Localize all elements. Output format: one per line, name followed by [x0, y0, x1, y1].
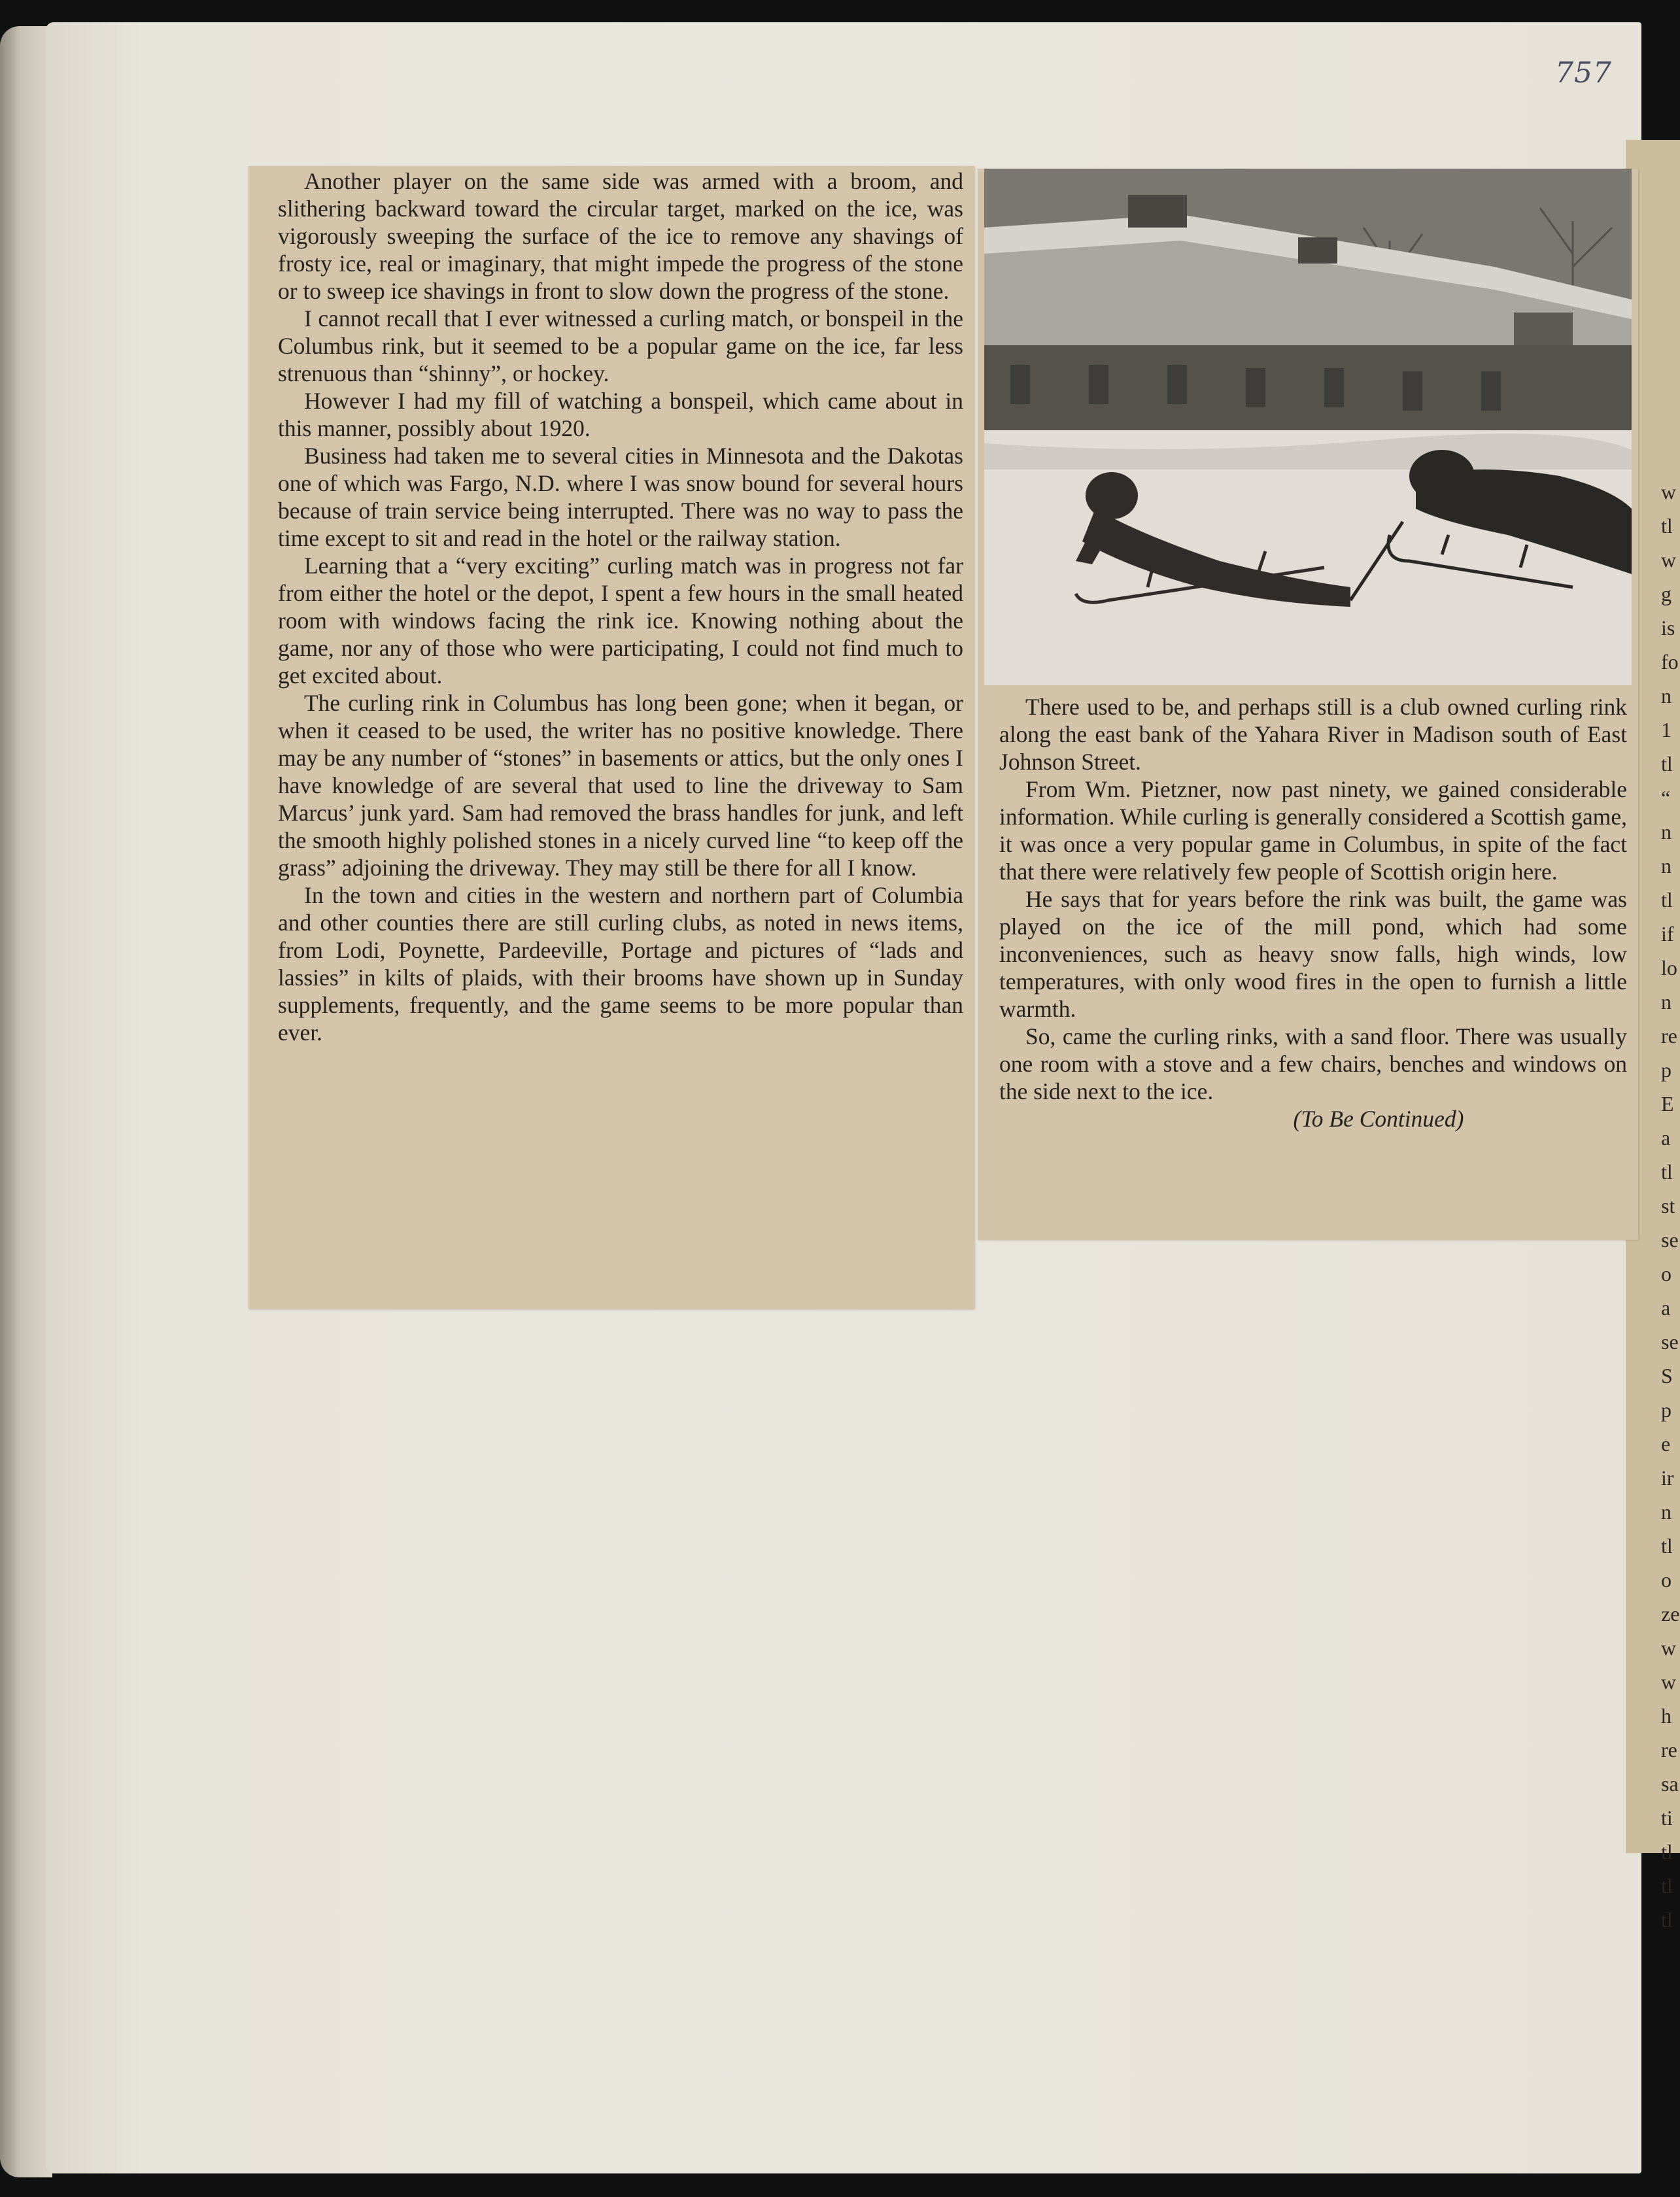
strip-fragment: o [1661, 1262, 1671, 1286]
paragraph: I cannot recall that I ever witnessed a curling match, or bonspeil in the Columbus rink, but it seemed to be a popular game on the ice, far less strenuous than “shinny”, or hockey. [278, 305, 963, 386]
strip-fragment: sa [1661, 1772, 1679, 1796]
strip-fragment: n [1661, 684, 1671, 707]
strip-fragment: w [1661, 1636, 1677, 1660]
paragraph: He says that for years before the rink was built, the game was played on the ice of the mill pond, which had some inconveniences, such as heavy snow falls, high winds, low temperatures, with only wood fires in the open to furnish a little warmth. [999, 886, 1627, 1022]
strip-fragment: tl [1661, 752, 1673, 775]
strip-fragment: n [1661, 820, 1671, 843]
strip-fragment: S [1661, 1364, 1673, 1388]
strip-fragment: se [1661, 1228, 1679, 1252]
strip-fragment: tl [1661, 1874, 1673, 1898]
strip-fragment: tl [1661, 1908, 1673, 1932]
strip-fragment: re [1661, 1738, 1677, 1762]
strip-fragment: is [1661, 616, 1675, 639]
strip-fragment: ir [1661, 1466, 1674, 1490]
strip-fragment: tl [1661, 888, 1673, 911]
strip-fragment: tl [1661, 1160, 1673, 1184]
left-article-column [278, 167, 963, 1046]
strip-fragment: “ [1661, 786, 1671, 809]
strip-fragment: fo [1661, 650, 1679, 673]
sled-photo-illustration [984, 169, 1632, 685]
strip-fragment: w [1661, 480, 1677, 503]
paragraph: Learning that a “very exciting” curling match was in progress not far from either the hotel or the depot, I spent a few hours in the small heated room with windows facing the rink ice. Knowing nothing about the game, nor any of those who were participating, I could not find much to get excited about. [278, 553, 963, 689]
strip-fragment: a [1661, 1296, 1671, 1320]
paragraph: There used to be, and perhaps still is a club owned curling rink along the east bank of the Yahara River in Madison south of East Johnson Street. [999, 694, 1627, 775]
sled-photo [984, 169, 1632, 685]
strip-fragment: h [1661, 1704, 1671, 1728]
paragraph: The curling rink in Columbus has long been gone; when it began, or when it ceased to be used, the writer has no positive knowledge. There may be any number of “stones” in basements or attics, but the only ones I have knowledge of are several that used to line the driveway to Sam Marcus’ junk yard. Sam had removed the brass handles for junk, and left the smooth highly polished stones in a nicely curved line “to keep off the grass” adjoining the driveway. They may still be there for all I know. [278, 690, 963, 881]
strip-fragment: n [1661, 1500, 1671, 1524]
strip-fragment: re [1661, 1024, 1677, 1047]
paragraph: In the town and cities in the western and northern part of Columbia and other counties there are still curling clubs, as noted in news items, from Lodi, Poynette, Pardeeville, Portage and pictures of “lads and lassies” in kilts of plaids, with their brooms have shown up in Sunday supplements, frequently, and the game seems to be more popular than ever. [278, 882, 963, 1046]
page-number: 757 [1555, 56, 1612, 90]
strip-fragment: w [1661, 1670, 1677, 1694]
strip-fragment: a [1661, 1126, 1671, 1150]
book-edge [0, 26, 52, 2177]
strip-fragment: if [1661, 922, 1674, 945]
paragraph: However I had my fill of watching a bonspeil, which came about in this manner, possibly about 1920. [278, 388, 963, 441]
strip-fragment: p [1661, 1398, 1671, 1422]
strip-fragment: tl [1661, 1534, 1673, 1558]
paragraph: So, came the curling rinks, with a sand floor. There was usually one room with a stove and a few chairs, benches and windows on the side next to the ice. [999, 1023, 1627, 1104]
strip-fragment: lo [1661, 956, 1677, 979]
strip-fragment: o [1661, 1568, 1671, 1592]
strip-fragment: e [1661, 1432, 1671, 1456]
to-be-continued: (To Be Continued) [1293, 1106, 1464, 1132]
strip-fragment: ze [1661, 1602, 1680, 1626]
strip-fragment: p [1661, 1058, 1671, 1081]
strip-fragment: se [1661, 1330, 1679, 1354]
strip-fragment: tl [1661, 514, 1673, 537]
paragraph: From Wm. Pietzner, now past ninety, we gained considerable information. While curling is generally considered a Scottish game, it was once a very popular game in Columbus, in spite of the fact that there were relatively few people of Scottish origin here. [999, 776, 1627, 885]
strip-fragment: 1 [1661, 718, 1671, 741]
strip-fragment: E [1661, 1092, 1674, 1116]
paragraph: Another player on the same side was armed with a broom, and slithering backward toward the circular target, marked on the ice, was vigorously sweeping the surface of the ice to remove any shavings of frosty ice, real or imaginary, that might impede the progress of the stone or to sweep ice shavings in front to slow down the progress of the stone. [278, 168, 963, 304]
strip-fragment: w [1661, 548, 1677, 571]
strip-fragment: n [1661, 990, 1671, 1013]
strip-fragment: g [1661, 582, 1671, 605]
paragraph: Business had taken me to several cities in Minnesota and the Dakotas one of which was Fargo, N.D. where I was snow bound for several hours because of train service being interrupted. There was no way to pass the time except to sit and read in the hotel or the railway station. [278, 443, 963, 551]
strip-fragment: n [1661, 854, 1671, 877]
strip-fragment: st [1661, 1194, 1675, 1218]
strip-fragment: tl [1661, 1840, 1673, 1864]
right-article-column [999, 693, 1627, 1133]
strip-fragment: ti [1661, 1806, 1673, 1830]
